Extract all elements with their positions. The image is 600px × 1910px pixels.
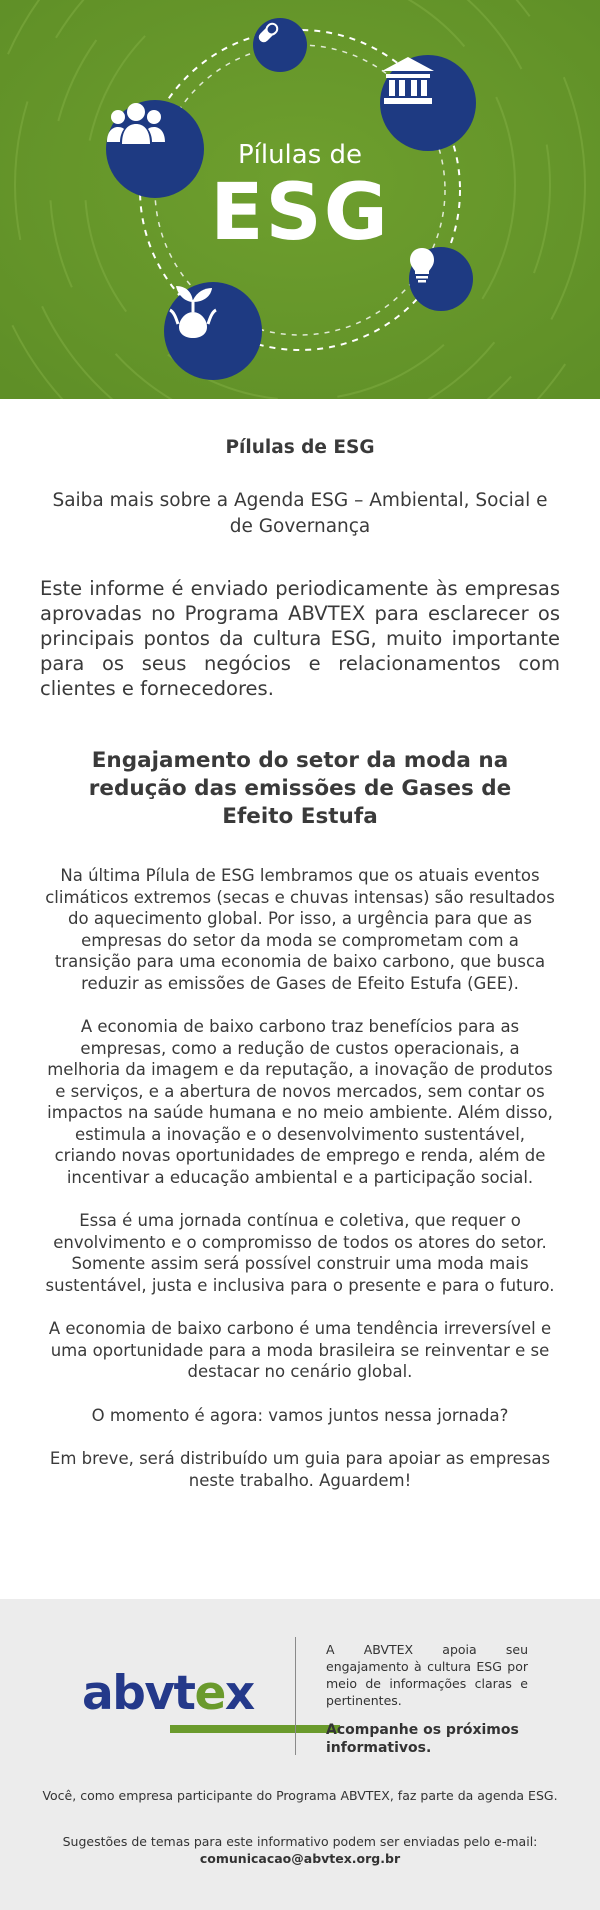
contact-email-link[interactable]: comunicacao@abvtex.org.br [199, 1851, 401, 1866]
hero-title-small: Pílulas de [237, 140, 363, 170]
logo-underline [170, 1725, 340, 1733]
hero-title-big: ESG [210, 168, 390, 258]
article-paragraph-4: A economia de baixo carbono é uma tendência irreversível e uma oportunidade para a moda brasileira se reinventar e se destacar no cenário global. [48, 1319, 552, 1381]
hero-banner [0, 0, 600, 399]
footer-follow-text: Acompanhe os próximos informativos. [326, 1722, 519, 1756]
footer-divider [295, 1637, 296, 1755]
people-icon [106, 100, 204, 198]
intro-paragraph: Este informe é enviado periodicamente às empresas aprovadas no Programa ABVTEX para esclarecer os principais pontos da cultura ESG, muito importante para os seus negócios e relacionamentos com clientes e fornecedores. [40, 577, 560, 700]
footer-suggestion [60, 1833, 540, 1867]
footer-suggestion-text: Sugestões de temas para este informativo podem ser enviadas pelo e-mail: [62, 1834, 538, 1849]
bank-icon [380, 55, 476, 151]
article-paragraph-3: Essa é uma jornada contínua e coletiva, que requer o envolvimento e o compromisso de todos os atores do setor. Somente assim será possível construir uma moda mais sustentável, justa e inclusiva para o presente e para o futuro. [45, 1211, 555, 1295]
footer-note: Você, como empresa participante do Programa ABVTEX, faz parte da agenda ESG. [42, 1788, 558, 1803]
abvtex-logo[interactable] [82, 1665, 262, 1723]
logo-text-part: x [224, 1666, 254, 1721]
footer-support-text: A ABVTEX apoia seu engajamento à cultura ESG por meio de informações claras e pertinentes. [326, 1642, 528, 1708]
newsletter-subtitle: Saiba mais sobre a Agenda ESG – Ambiental, Social e de Governança [52, 490, 548, 537]
lightbulb-icon [409, 247, 473, 311]
article-paragraph-6: Em breve, será distribuído um guia para apoiar as empresas neste trabalho. Aguardem! [49, 1449, 551, 1490]
pill-icon [253, 18, 307, 72]
article-paragraph-5: O momento é agora: vamos juntos nessa jornada? [91, 1405, 509, 1425]
article-heading: Engajamento do setor da moda na redução das emissões de Gases de Efeito Estufa [88, 748, 512, 829]
logo-text-part: abvt [82, 1666, 195, 1721]
article-paragraph-1: Na última Pílula de ESG lembramos que os atuais eventos climáticos extremos (secas e chuvas intensas) são resultados do aquecimento global. Por isso, a urgência para que as empresas do setor da moda se comprometam com a transição para uma economia de baixo carbono, que busca reduzir as emissões de Gases de Efeito Estufa (GEE). [45, 866, 555, 993]
logo-text-accent: e [194, 1666, 225, 1721]
plant-hand-icon [164, 282, 262, 380]
article-paragraph-2: A economia de baixo carbono traz benefícios para as empresas, como a redução de custos operacionais, a melhoria da imagem e da reputação, a inovação de produtos e serviços, e a abertura de novos mercados, sem contar os impactos na saúde humana e no meio ambiente. Além disso, estimula a inovação e o desenvolvimento sustentável, criando novas oportunidades de emprego e renda, além de incentivar a educação ambiental e a participação social. [47, 1017, 553, 1187]
newsletter-content [0, 437, 600, 1491]
newsletter-title: Pílulas de ESG [225, 437, 375, 458]
footer [0, 1599, 600, 1910]
